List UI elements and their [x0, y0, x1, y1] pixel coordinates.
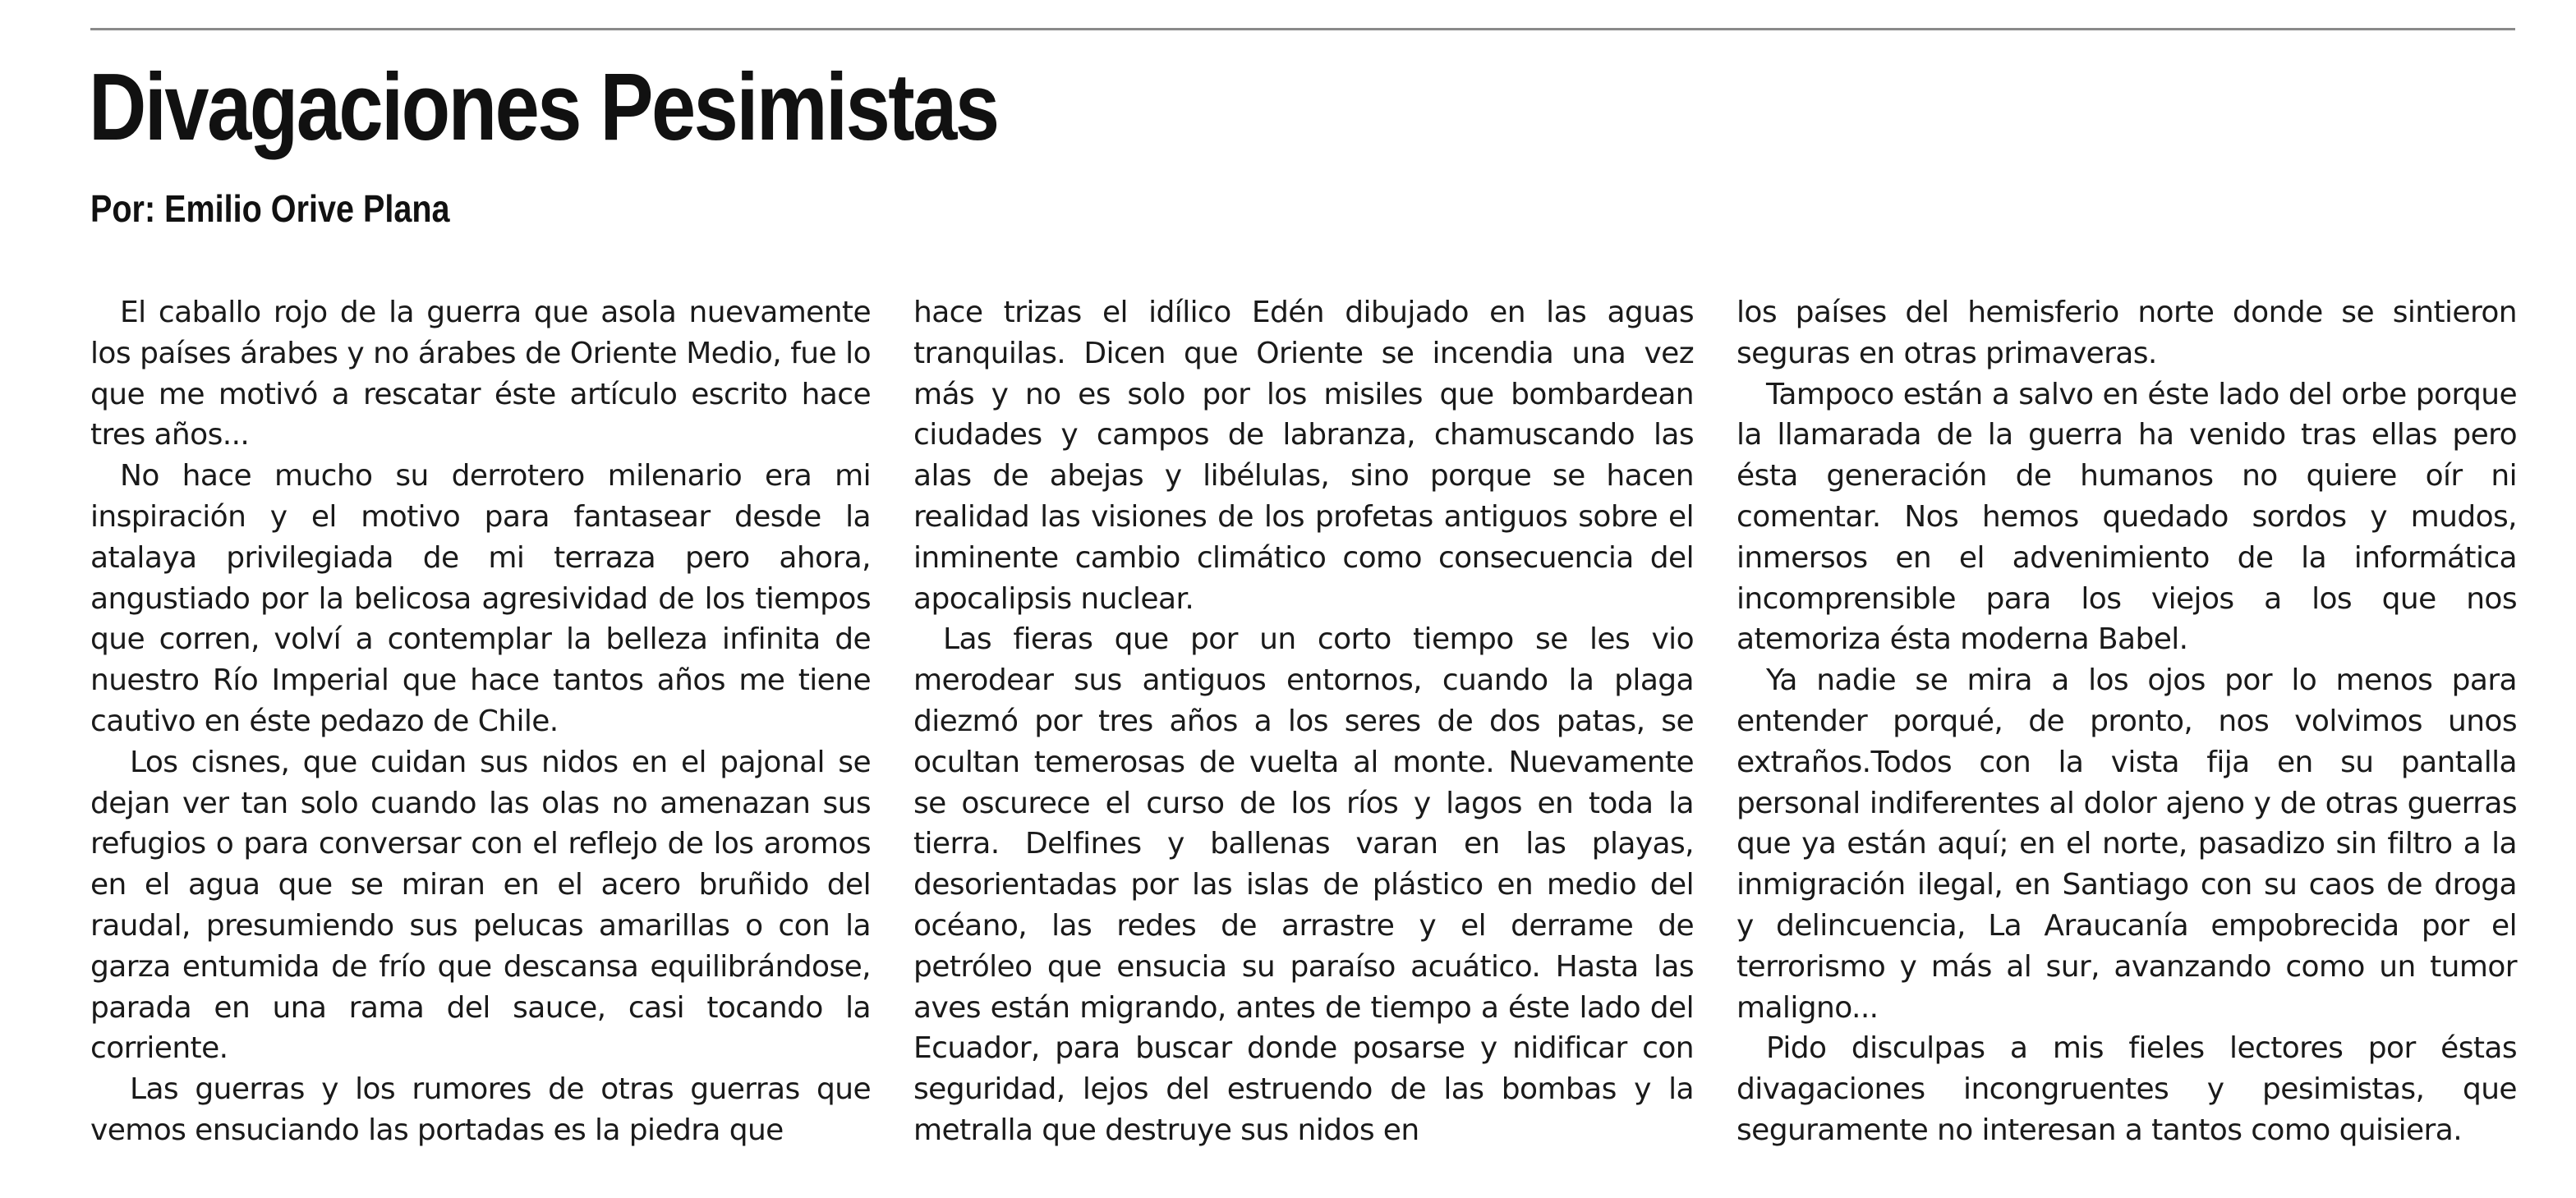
article-byline: Por: Emilio Orive Plana [90, 187, 450, 230]
column-3 [1736, 292, 2517, 1179]
top-rule [90, 28, 2515, 30]
paragraph: los países del hemisferio norte donde se sintieron seguras en otras primaveras. [1736, 296, 2517, 370]
paragraph: Los cisnes, que cuidan sus nidos en el pajonal se dejan ver tan solo cuando las olas no amenazan sus refugios o para conversar con el reflejo de los aromos en el agua que se miran en el acero bruñido del raudal, presumiendo sus pelucas amarillas o con la garza entumida de frío que descansa equilibrándose, parada en una rama del sauce, casi tocando la corriente. [90, 745, 871, 1066]
article-title: Divagaciones Pesimistas [89, 53, 998, 160]
paragraph: No hace mucho su derrotero milenario era mi inspiración y el motivo para fantasear desde la atalaya privilegiada de mi terraza pero ahora, angustiado por la belicosa agresividad de los tiempos que corren, volví a contemplar la belleza infinita de nuestro Río Imperial que hace tantos años me tiene cautivo en éste pedazo de Chile. [90, 459, 871, 738]
paragraph: Tampoco están a salvo en éste lado del orbe porque la llamarada de la guerra ha venido tras ellas pero ésta generación de humanos no quiere oír ni comentar. Nos hemos quedado sordos y mudos, inmersos en el advenimiento de la informática incomprensible para los viejos a los que nos atemoriza ésta moderna Babel. [1736, 377, 2517, 657]
paragraph: El caballo rojo de la guerra que asola nuevamente los países árabes y no árabes de Oriente Medio, fue lo que me motivó a rescatar éste artículo escrito hace tres años... [90, 296, 871, 452]
paragraph: Las guerras y los rumores de otras guerras que vemos ensuciando las portadas es la piedra que [90, 1072, 871, 1147]
paragraph: hace trizas el idílico Edén dibujado en las aguas tranquilas. Dicen que Oriente se incendia una vez más y no es solo por los misiles que bombardean ciudades y campos de labranza, chamuscando las alas de abejas y libélulas, sino porque se hacen realidad las visiones de los profetas antiguos sobre el inminente cambio climático como consecuencia del apocalipsis nuclear. [913, 296, 1694, 616]
column-1 [90, 292, 871, 1179]
paragraph: Ya nadie se mira a los ojos por lo menos para entender porqué, de pronto, nos volvimos unos extraños.Todos con la vista fija en su pantalla personal indiferentes al dolor ajeno y de otras guerras que ya están aquí; en el norte, pasadizo sin filtro a la inmigración ilegal, en Santiago con su caos de droga y delincuencia, La Araucanía empobrecida por el terrorismo y más al sur, avanzando como un tumor maligno... [1736, 663, 2517, 1025]
article-body [90, 292, 2517, 1179]
column-2 [913, 292, 1694, 1179]
paragraph: Las fieras que por un corto tiempo se les vio merodear sus antiguos entornos, cuando la plaga diezmó por tres años a los seres de dos patas, se ocultan temerosas de vuelta al monte. Nuevamente se oscurece el curso de los ríos y lagos en toda la tierra. Delfines y ballenas varan en las playas, desorientadas por las islas de plástico en medio del océano, las redes de arrastre y el derrame de petróleo que ensucia su paraíso acuático. Hasta las aves están migrando, antes de tiempo a éste lado del Ecuador, para buscar donde posarse y nidificar con seguridad, lejos del estruendo de las bombas y la metralla que destruye sus nidos en [913, 622, 1694, 1147]
paragraph: Pido disculpas a mis fieles lectores por éstas divagaciones incongruentes y pesimistas, que seguramente no interesan a tantos como quisiera. [1736, 1031, 2517, 1147]
